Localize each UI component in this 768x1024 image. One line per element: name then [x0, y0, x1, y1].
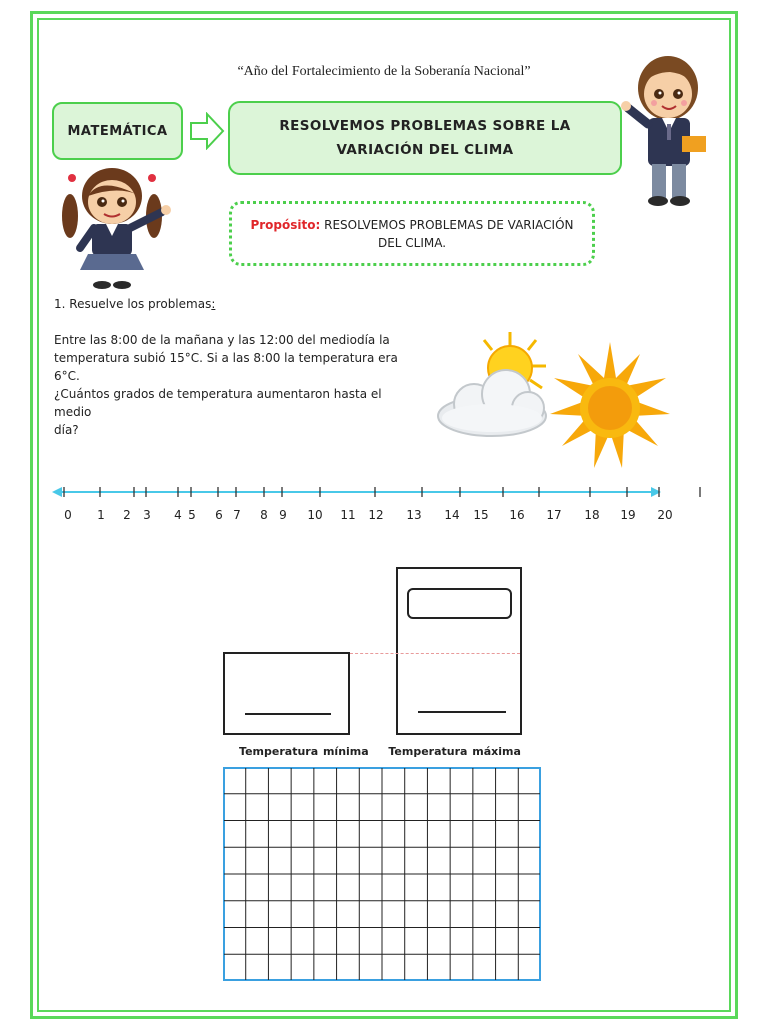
- number-line-label: 14: [444, 508, 460, 522]
- purpose-text-line2: DEL CLIMA.: [377, 236, 447, 250]
- exercise-heading-text: 1. Resuelve los problemas: [54, 297, 212, 311]
- min-temperature-answer-line[interactable]: [245, 713, 331, 715]
- problem-line: ¿Cuántos grados de temperatura aumentaron hasta el medio: [54, 387, 382, 419]
- right-arrow-icon: [189, 112, 225, 150]
- max-temperature-label: Temperatura máxima: [388, 745, 521, 758]
- subject-label: MATEMÁTICA: [67, 123, 168, 139]
- number-line-label: 7: [233, 508, 241, 522]
- lesson-title-line1: RESOLVEMOS PROBLEMAS SOBRE LA: [279, 118, 571, 134]
- problem-statement: [54, 331, 414, 439]
- number-line-label: 19: [620, 508, 636, 522]
- purpose-box: [229, 201, 595, 266]
- national-motto: “Año del Fortalecimiento de la Soberanía Nacional”: [237, 64, 531, 79]
- answer-grid[interactable]: [223, 767, 541, 981]
- number-line-label: 3: [143, 508, 151, 522]
- number-line-label: 0: [64, 508, 72, 522]
- min-temperature-label: Temperatura mínima: [239, 745, 369, 758]
- max-temperature-answer-line[interactable]: [418, 711, 506, 713]
- number-line-label: 16: [509, 508, 525, 522]
- number-line-label: 2: [123, 508, 131, 522]
- problem-line: Entre las 8:00 de la mañana y las 12:00 del mediodía la: [54, 333, 390, 347]
- number-line: [50, 480, 710, 525]
- number-line-label: 11: [340, 508, 356, 522]
- number-line-label: 9: [279, 508, 287, 522]
- purpose-label: Propósito:: [250, 218, 321, 232]
- number-line-label: 17: [546, 508, 562, 522]
- problem-line: día?: [54, 423, 79, 437]
- temperature-labels: [230, 745, 530, 758]
- number-line-label: 18: [584, 508, 600, 522]
- min-temperature-box: [223, 652, 350, 735]
- left-arrowhead: [52, 487, 62, 497]
- girl-illustration: [52, 166, 182, 291]
- cloud-icon: [438, 370, 546, 436]
- exercise-heading-colon: :: [211, 297, 216, 311]
- number-line-label: 15: [473, 508, 489, 522]
- subject-badge: [52, 102, 183, 160]
- boy-illustration: [618, 48, 718, 210]
- max-temperature-box: [396, 567, 522, 735]
- number-line-label: 1: [97, 508, 105, 522]
- number-line-label: 20: [657, 508, 673, 522]
- number-line-label: 13: [406, 508, 422, 522]
- exercise-heading: [54, 297, 215, 311]
- purpose-text-line1: RESOLVEMOS PROBLEMAS DE VARIACIÓN: [324, 218, 574, 232]
- number-line-label: 6: [215, 508, 223, 522]
- comparison-dashed-line: [350, 653, 520, 654]
- lesson-title-box: [228, 101, 622, 175]
- number-line-label: 5: [188, 508, 196, 522]
- number-line-label: 10: [307, 508, 323, 522]
- weather-illustration: [426, 328, 694, 482]
- number-line-label: 8: [260, 508, 268, 522]
- number-line-label: 12: [368, 508, 384, 522]
- problem-line: temperatura subió 15°C. Si a las 8:00 la temperatura era 6°C.: [54, 351, 398, 383]
- lesson-title-line2: VARIACIÓN DEL CLIMA: [336, 142, 514, 158]
- max-temperature-input-box[interactable]: [407, 588, 512, 619]
- number-line-label: 4: [174, 508, 182, 522]
- sun-icon: [550, 342, 670, 468]
